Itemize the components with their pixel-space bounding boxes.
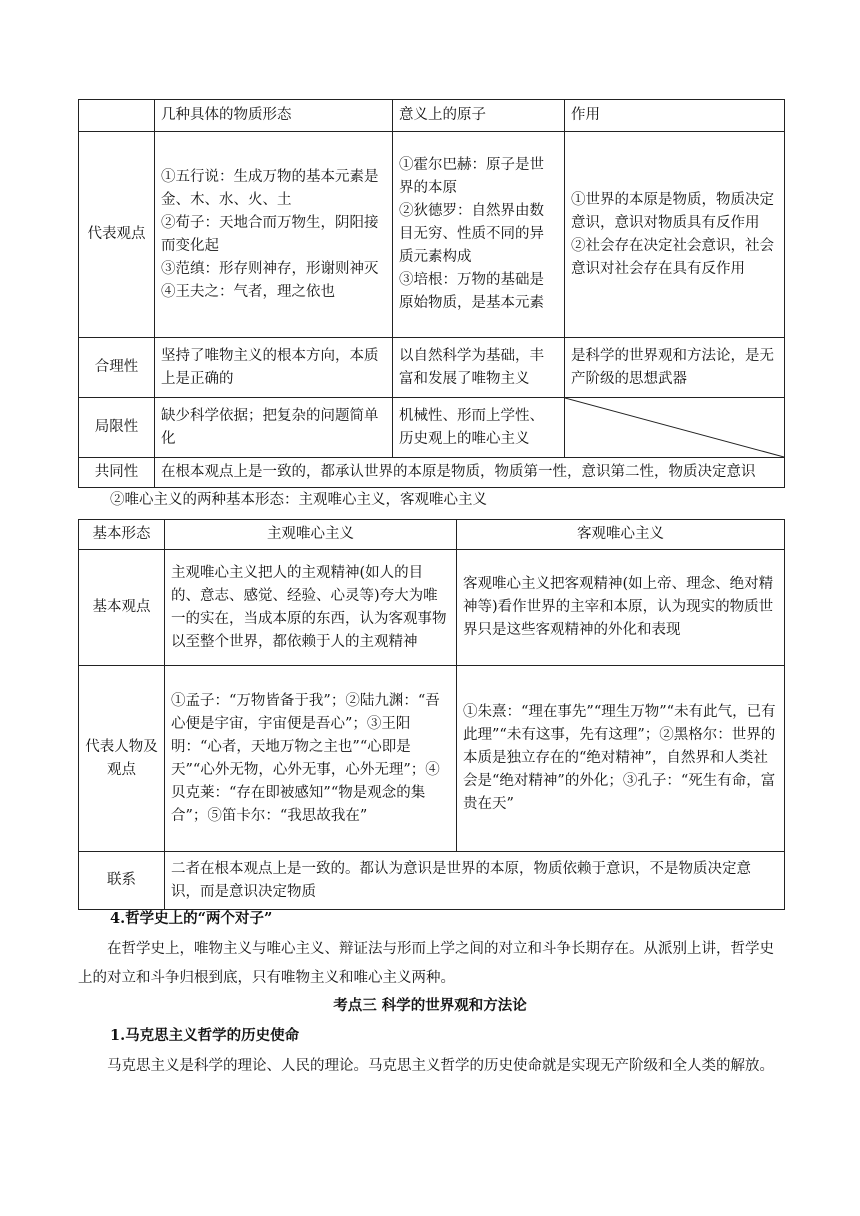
table2-cell: ①朱熹：“理在事先”“理生万物”“未有此气，已有此理”“未有这事，先有这理”；②黑格尔：世界的本质是独立存在的“绝对精神”，自然界和人类社会是“绝对精神”的外化；③孔子：“死生有命，富贵在天” <box>457 666 785 852</box>
section4-body: 在哲学史上，唯物主义与唯心主义、辩证法与形而上学之间的对立和斗争长期存在。从派别上讲，哲学史上的对立和斗争归根到底，只有唯物主义和唯心主义两种。 <box>78 941 774 986</box>
table1-cell: 缺少科学依据；把复杂的问题简单化 <box>155 398 393 458</box>
table1-header-forms: 几种具体的物质形态 <box>155 100 393 132</box>
table1-merged-cell: 在根本观点上是一致的，都承认世界的本原是物质，物质第一性，意识第二性，物质决定意识 <box>155 458 785 488</box>
table1-cell: 机械性、形而上学性、历史观上的唯心主义 <box>393 398 565 458</box>
table1-cell: ①世界的本原是物质，物质决定意识，意识对物质具有反作用 ②社会存在决定社会意识，社会意识对社会存在具有反作用 <box>565 132 785 338</box>
table1-header-role: 作用 <box>565 100 785 132</box>
table1-row-label: 合理性 <box>79 338 155 398</box>
table1-row-label: 局限性 <box>79 398 155 458</box>
table1-cell: 以自然科学为基础，丰富和发展了唯物主义 <box>393 338 565 398</box>
materialism-table <box>78 99 785 488</box>
table2-header: 客观唯心主义 <box>457 520 785 550</box>
table2-cell: ①孟子：“万物皆备于我”；②陆九渊：“吾心便是宇宙，宇宙便是吾心”；③王阳明：“心者，天地万物之主也”“心即是天”“心外无物，心外无事，心外无理”；④贝克莱：“存在即被感知”“物是观念的集合”；⑤笛卡尔：“我思故我在” <box>165 666 457 852</box>
table2-row-label: 联系 <box>79 852 165 910</box>
table2-cell: 客观唯心主义把客观精神(如上帝、理念、绝对精神等)看作世界的主宰和本原，认为现实的物质世界只是这些客观精神的外化和表现 <box>457 550 785 666</box>
table1-cell: ①霍尔巴赫：原子是世界的本原 ②狄德罗：自然界由数目无穷、性质不同的异质元素构成 ③培根：万物的基础是原始物质，是基本元素 <box>393 132 565 338</box>
table1-cell: 是科学的世界观和方法论，是无产阶级的思想武器 <box>565 338 785 398</box>
kaodian3-heading: 考点三 科学的世界观和方法论 <box>333 997 527 1014</box>
table2-header: 基本形态 <box>79 520 165 550</box>
idealism-table <box>78 519 785 910</box>
table1-cell: ①五行说：生成万物的基本元素是金、木、水、火、土 ②荀子：天地合而万物生，阴阳接而变化起 ③范缜：形存则神存，形谢则神灭 ④王夫之：气者，理之依也 <box>155 132 393 338</box>
table2-header: 主观唯心主义 <box>165 520 457 550</box>
section1-title: 1.马克思主义哲学的历史使命 <box>110 1027 300 1044</box>
diagonal-line <box>565 398 784 457</box>
section1-body: 马克思主义是科学的理论、人民的理论。马克思主义哲学的历史使命就是实现无产阶级和全人类的解放。 <box>107 1058 774 1074</box>
table2-merged-cell: 二者在根本观点上是一致的。都认为意识是世界的本原，物质依赖于意识，不是物质决定意识，而是意识决定物质 <box>165 852 785 910</box>
section4-title: 4.哲学史上的“两个对子” <box>110 910 273 927</box>
table2-row-label: 代表人物及观点 <box>79 666 165 852</box>
idealism-intro: ②唯心主义的两种基本形态：主观唯心主义，客观唯心主义 <box>110 492 487 508</box>
table1-cell: 坚持了唯物主义的根本方向，本质上是正确的 <box>155 338 393 398</box>
diagonal-empty-cell <box>565 398 785 458</box>
table1-row-label: 代表观点 <box>79 132 155 338</box>
table1-header-empty <box>79 100 155 132</box>
table1-row-label: 共同性 <box>79 458 155 488</box>
table1-header-atom: 意义上的原子 <box>393 100 565 132</box>
table2-cell: 主观唯心主义把人的主观精神(如人的目的、意志、感觉、经验、心灵等)夸大为唯一的实在，当成本原的东西，认为客观事物以至整个世界，都依赖于人的主观精神 <box>165 550 457 666</box>
table2-row-label: 基本观点 <box>79 550 165 666</box>
